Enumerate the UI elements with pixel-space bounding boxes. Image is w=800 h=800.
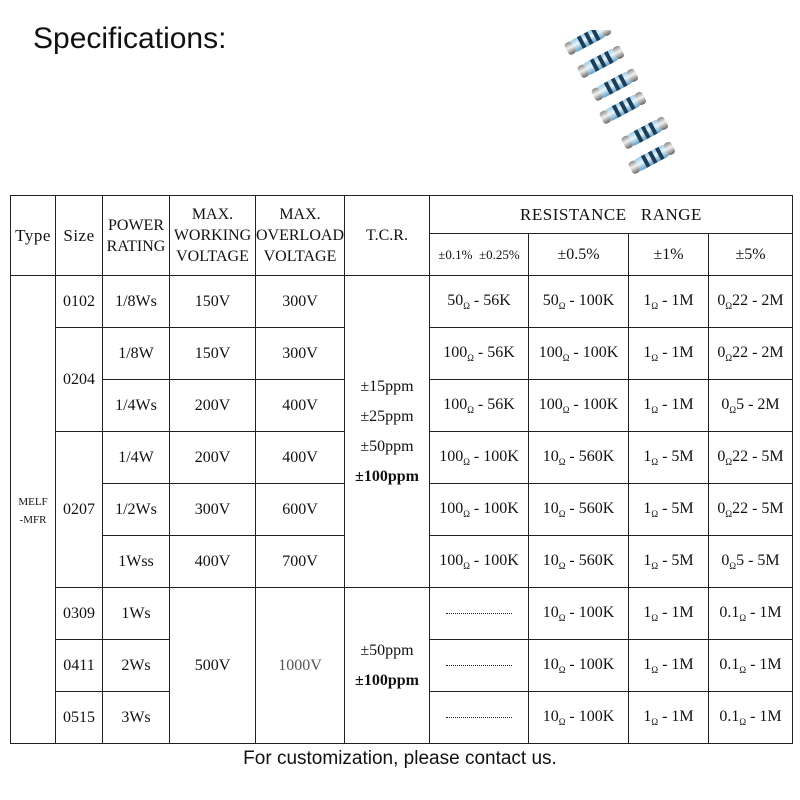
range-cell: $0_\Omega 22 - 5M$: [709, 484, 793, 536]
dash-placeholder: [446, 665, 512, 666]
range-cell: $10_\Omega - 100K$: [529, 640, 629, 692]
dash-placeholder: [446, 613, 512, 614]
overload-voltage-cell: 600V: [256, 484, 345, 536]
power-cell: 2Ws: [103, 640, 170, 692]
range-cell: $10_\Omega - 560K$: [529, 432, 629, 484]
range-cell: $50_\Omega - 56K$: [430, 276, 529, 328]
working-voltage-cell: 200V: [170, 380, 256, 432]
range-cell: $100_\Omega - 100K$: [529, 328, 629, 380]
header-tcr: T.C.R.: [345, 196, 430, 276]
power-cell: 1/8Ws: [103, 276, 170, 328]
range-cell: $10_\Omega - 560K$: [529, 536, 629, 588]
working-voltage-cell: 150V: [170, 328, 256, 380]
contact-note: For customization, please contact us.: [243, 748, 557, 769]
range-cell: $50_\Omega - 100K$: [529, 276, 629, 328]
range-cell: $0_\Omega 22 - 5M$: [709, 432, 793, 484]
range-cell: $1_\Omega - 1M$: [629, 692, 709, 744]
working-voltage-cell: 400V: [170, 536, 256, 588]
tcr-cell-a: ±15ppm ±25ppm ±50ppm ±100ppm: [345, 276, 430, 588]
power-cell: 1Ws: [103, 588, 170, 640]
melf-resistors-photo: [560, 30, 680, 180]
range-cell: $0.1_\Omega - 1M$: [709, 588, 793, 640]
size-cell: 0515: [56, 692, 103, 744]
range-cell: $1_\Omega - 5M$: [629, 484, 709, 536]
range-cell-empty: [430, 692, 529, 744]
range-cell: $1_\Omega - 1M$: [629, 276, 709, 328]
table-row: [11, 588, 793, 640]
size-cell: 0411: [56, 640, 103, 692]
range-cell: $100_\Omega - 56K$: [430, 380, 529, 432]
table-row: [11, 276, 793, 328]
range-cell: $100_\Omega - 56K$: [430, 328, 529, 380]
overload-voltage-cell: 300V: [256, 276, 345, 328]
header-power-rating: POWER RATING: [103, 196, 170, 276]
overload-voltage-cell: 400V: [256, 432, 345, 484]
range-cell: $1_\Omega - 5M$: [629, 432, 709, 484]
range-cell: $1_\Omega - 1M$: [629, 328, 709, 380]
header-tolerance-0.5: ±0.5%: [529, 234, 629, 276]
overload-voltage-cell: 1000V: [256, 588, 345, 744]
range-cell: $100_\Omega - 100K$: [430, 432, 529, 484]
range-cell: $0_\Omega 5 - 5M$: [709, 536, 793, 588]
range-cell: $0_\Omega 22 - 2M$: [709, 328, 793, 380]
range-cell: $1_\Omega - 5M$: [629, 536, 709, 588]
size-cell: 0204: [56, 328, 103, 432]
header-size: Size: [56, 196, 103, 276]
dash-placeholder: [446, 717, 512, 718]
power-cell: 1/8W: [103, 328, 170, 380]
power-cell: 1/2Ws: [103, 484, 170, 536]
power-cell: 1/4Ws: [103, 380, 170, 432]
header-tolerance-1: ±1%: [629, 234, 709, 276]
range-cell: $1_\Omega - 1M$: [629, 380, 709, 432]
overload-voltage-cell: 400V: [256, 380, 345, 432]
header-overload-voltage: MAX. OVERLOAD VOLTAGE: [256, 196, 345, 276]
header-resistance-range: RESISTANCE RANGE: [430, 196, 793, 234]
range-cell: $100_\Omega - 100K$: [430, 484, 529, 536]
range-cell: $10_\Omega - 560K$: [529, 484, 629, 536]
working-voltage-cell: 200V: [170, 432, 256, 484]
header-type: Type: [11, 196, 56, 276]
header-tolerance-5: ±5%: [709, 234, 793, 276]
range-cell: $100_\Omega - 100K$: [529, 380, 629, 432]
range-cell: $1_\Omega - 1M$: [629, 588, 709, 640]
size-cell: 0102: [56, 276, 103, 328]
header-tolerance-0.1-0.25: ±0.1% ±0.25%: [430, 234, 529, 276]
range-cell: $0.1_\Omega - 1M$: [709, 692, 793, 744]
working-voltage-cell: 150V: [170, 276, 256, 328]
power-cell: 1Wss: [103, 536, 170, 588]
power-cell: 3Ws: [103, 692, 170, 744]
range-cell: $0_\Omega 22 - 2M$: [709, 276, 793, 328]
range-cell: $10_\Omega - 100K$: [529, 692, 629, 744]
type-cell: MELF -MFR: [11, 276, 56, 744]
range-cell-empty: [430, 588, 529, 640]
working-voltage-cell: 300V: [170, 484, 256, 536]
overload-voltage-cell: 300V: [256, 328, 345, 380]
working-voltage-cell: 500V: [170, 588, 256, 744]
tcr-cell-b: ±50ppm ±100ppm: [345, 588, 430, 744]
size-cell: 0207: [56, 432, 103, 588]
range-cell-empty: [430, 640, 529, 692]
range-cell: $10_\Omega - 100K$: [529, 588, 629, 640]
range-cell: $0_\Omega 5 - 2M$: [709, 380, 793, 432]
range-cell: $1_\Omega - 1M$: [629, 640, 709, 692]
header-working-voltage: MAX. WORKING VOLTAGE: [170, 196, 256, 276]
overload-voltage-cell: 700V: [256, 536, 345, 588]
power-cell: 1/4W: [103, 432, 170, 484]
range-cell: $0.1_\Omega - 1M$: [709, 640, 793, 692]
page-title: Specifications:: [33, 22, 227, 55]
size-cell: 0309: [56, 588, 103, 640]
range-cell: $100_\Omega - 100K$: [430, 536, 529, 588]
specifications-table: [10, 195, 793, 744]
